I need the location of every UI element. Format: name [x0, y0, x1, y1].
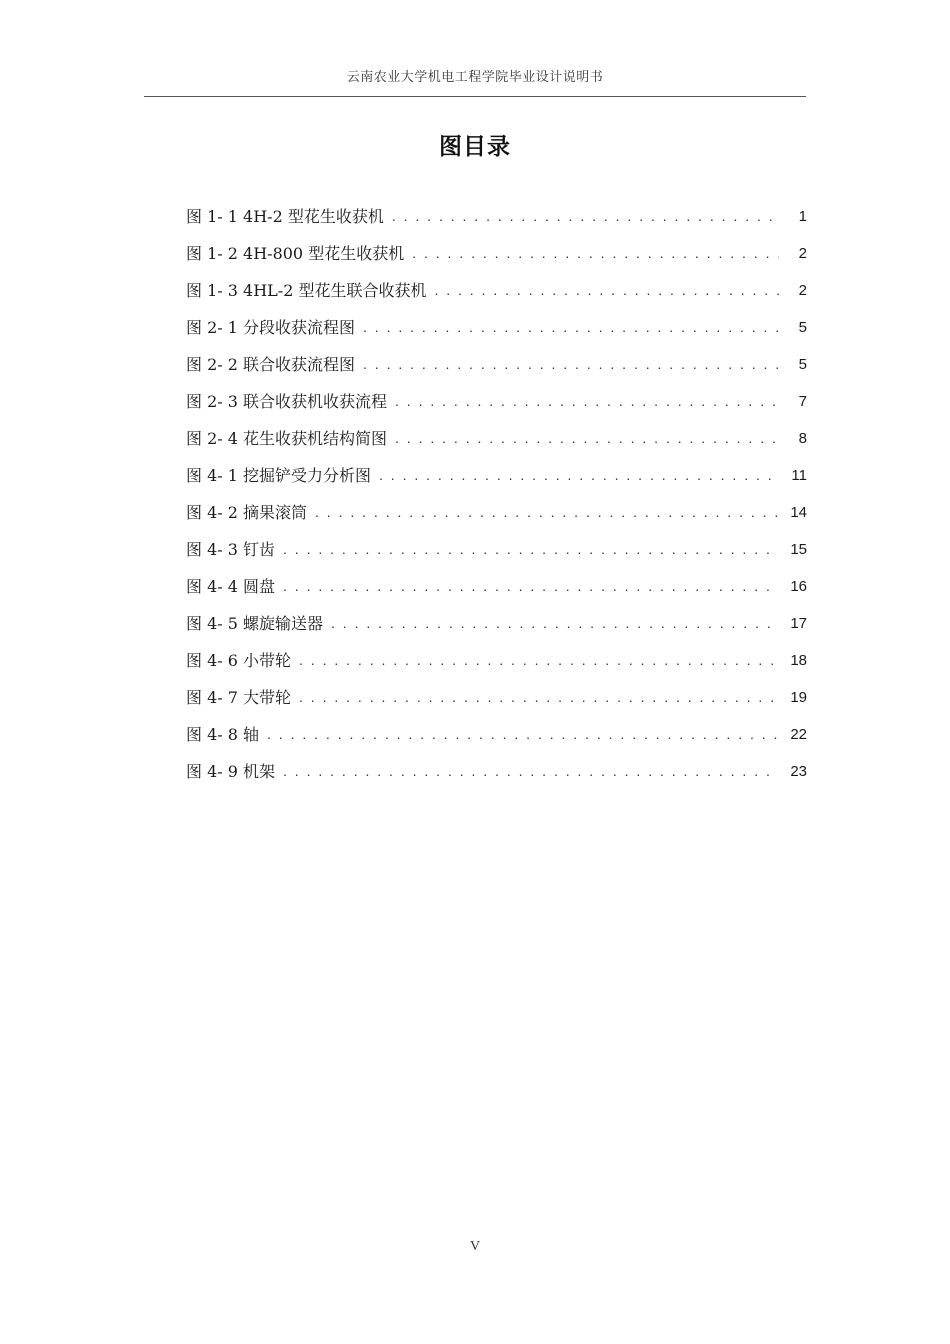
toc-entry-label: 图 4- 3 钉齿: [186, 540, 276, 559]
toc-entry[interactable]: [186, 494, 807, 531]
dot-leader: [395, 420, 779, 457]
toc-entry[interactable]: [186, 605, 807, 642]
toc-entry-page: 14: [790, 504, 807, 521]
toc-entry-page: 19: [790, 689, 807, 706]
toc-entry-label: 图 2- 2 联合收获流程图: [186, 355, 356, 374]
dot-leader: [283, 568, 779, 605]
toc-entry[interactable]: [186, 716, 807, 753]
running-header: 云南农业大学机电工程学院毕业设计说明书: [346, 70, 604, 85]
dot-leader: [331, 605, 779, 642]
toc-entry-page: 5: [798, 319, 807, 336]
toc-entry-label: 图 2- 3 联合收获机收获流程: [186, 392, 388, 411]
dot-leader: [392, 198, 779, 235]
dot-leader: [315, 494, 779, 531]
toc-entry-label: 图 4- 5 螺旋输送器: [186, 614, 324, 633]
toc-entry-label: 图 1- 3 4HL-2 型花生联合收获机: [186, 281, 427, 300]
page-number: V: [469, 1239, 481, 1254]
toc-entry-page: 5: [798, 356, 807, 373]
toc-entry[interactable]: [186, 198, 807, 235]
toc-entry[interactable]: [186, 531, 807, 568]
toc-entry-page: 17: [790, 615, 807, 632]
header-divider: [144, 96, 806, 97]
toc-entry[interactable]: [186, 235, 807, 272]
toc-entry-label: 图 2- 4 花生收获机结构简图: [186, 429, 388, 448]
toc-entry-label: 图 4- 7 大带轮: [186, 688, 292, 707]
toc-entry-label: 图 1- 1 4H-2 型花生收获机: [186, 207, 384, 226]
dot-leader: [379, 457, 779, 494]
toc-entry[interactable]: [186, 346, 807, 383]
dot-leader: [363, 309, 779, 346]
dot-leader: [363, 346, 779, 383]
toc-entry[interactable]: [186, 753, 807, 790]
dot-leader: [299, 642, 779, 679]
toc-entry[interactable]: [186, 679, 807, 716]
dot-leader: [283, 753, 779, 790]
toc-entry-page: 11: [791, 467, 807, 484]
toc-entry-label: 图 2- 1 分段收获流程图: [186, 318, 356, 337]
toc-entry-page: 1: [798, 208, 807, 225]
toc-entry-page: 18: [790, 652, 807, 669]
toc-entry-page: 22: [790, 726, 807, 743]
toc-entry-label: 图 4- 1 挖掘铲受力分析图: [186, 466, 372, 485]
toc-entry[interactable]: [186, 272, 807, 309]
toc-entry[interactable]: [186, 383, 807, 420]
toc-entry-page: 15: [790, 541, 807, 558]
toc-entry-page: 8: [798, 430, 807, 447]
toc-entry-page: 2: [798, 245, 807, 262]
toc-entry-label: 图 4- 6 小带轮: [186, 651, 292, 670]
page-title: 图目录: [439, 134, 511, 160]
dot-leader: [412, 235, 779, 272]
toc-entry[interactable]: [186, 642, 807, 679]
toc-entry[interactable]: [186, 420, 807, 457]
toc-entry-label: 图 1- 2 4H-800 型花生收获机: [186, 244, 405, 263]
dot-leader: [267, 716, 779, 753]
toc-entry-label: 图 4- 2 摘果滚筒: [186, 503, 308, 522]
dot-leader: [395, 383, 779, 420]
toc-entry-page: 7: [798, 393, 807, 410]
toc-entry-page: 2: [798, 282, 807, 299]
dot-leader: [283, 531, 779, 568]
figure-list: [186, 198, 807, 790]
toc-entry[interactable]: [186, 457, 807, 494]
toc-entry[interactable]: [186, 309, 807, 346]
dot-leader: [434, 272, 779, 309]
toc-entry-label: 图 4- 4 圆盘: [186, 577, 276, 596]
toc-entry-page: 23: [790, 763, 807, 780]
toc-entry[interactable]: [186, 568, 807, 605]
toc-entry-label: 图 4- 8 轴: [186, 725, 260, 744]
toc-entry-page: 16: [790, 578, 807, 595]
toc-entry-label: 图 4- 9 机架: [186, 762, 276, 781]
dot-leader: [299, 679, 779, 716]
